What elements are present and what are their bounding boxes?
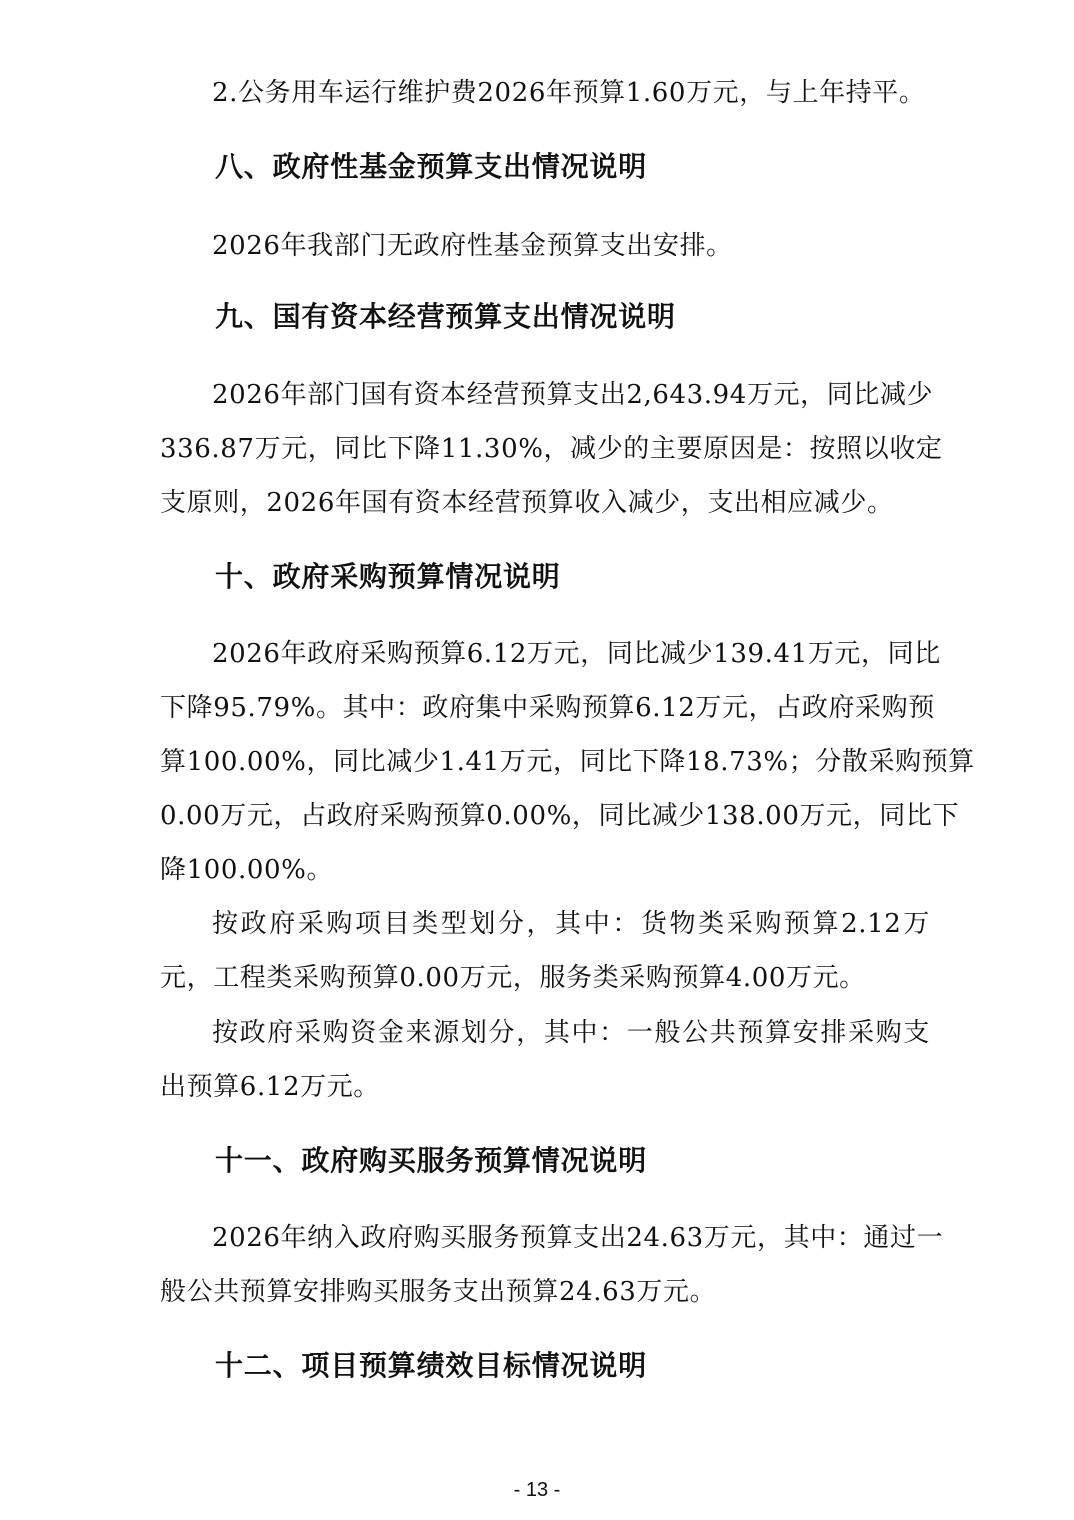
heading-section-8: 八、政府性基金预算支出情况说明 [215,150,648,183]
section-11-line-1: 2026年纳入政府购买服务预算支出24.63万元，其中：通过一 [212,1223,944,1253]
paragraph-vehicle-maintenance: 2.公务用车运行维护费2026年预算1.60万元，与上年持平。 [212,78,926,108]
section-9-line-2: 336.87万元，同比下降11.30%，减少的主要原因是：按照以收定 [160,434,943,464]
page-number: - 13 - [513,1479,561,1501]
heading-section-12: 十二、项目预算绩效目标情况说明 [215,1349,648,1382]
section-10-p2-line-2: 元，工程类采购预算0.00万元，服务类采购预算4.00万元。 [160,963,866,993]
section-10-p1-line-4: 0.00万元，占政府采购预算0.00%，同比减少138.00万元，同比下 [160,801,960,831]
section-10-p3-line-2: 出预算6.12万元。 [160,1072,380,1102]
section-10-p1-line-1: 2026年政府采购预算6.12万元，同比减少139.41万元，同比 [212,639,941,669]
section-9-line-3: 支原则，2026年国有资本经营预算收入减少，支出相应减少。 [160,488,894,518]
section-10-p1-line-3: 算100.00%，同比减少1.41万元，同比下降18.73%；分散采购预算 [160,747,975,777]
paragraph-section-8: 2026年我部门无政府性基金预算支出安排。 [212,231,733,261]
heading-section-10: 十、政府采购预算情况说明 [215,560,561,593]
section-10-p3-line-1: 按政府采购资金来源划分，其中：一般公共预算安排采购支 [212,1018,930,1048]
heading-section-11: 十一、政府购买服务预算情况说明 [215,1144,648,1177]
section-10-p1-line-2: 下降95.79%。其中：政府集中采购预算6.12万元，占政府采购预 [160,693,935,723]
section-11-line-2: 般公共预算安排购买服务支出预算24.63万元。 [160,1277,717,1307]
section-10-p1-line-5: 降100.00%。 [160,855,334,885]
heading-section-9: 九、国有资本经营预算支出情况说明 [215,300,676,333]
section-9-line-1: 2026年部门国有资本经营预算支出2,643.94万元，同比减少 [212,380,934,410]
section-10-p2-line-1: 按政府采购项目类型划分，其中：货物类采购预算2.12万 [212,909,930,939]
